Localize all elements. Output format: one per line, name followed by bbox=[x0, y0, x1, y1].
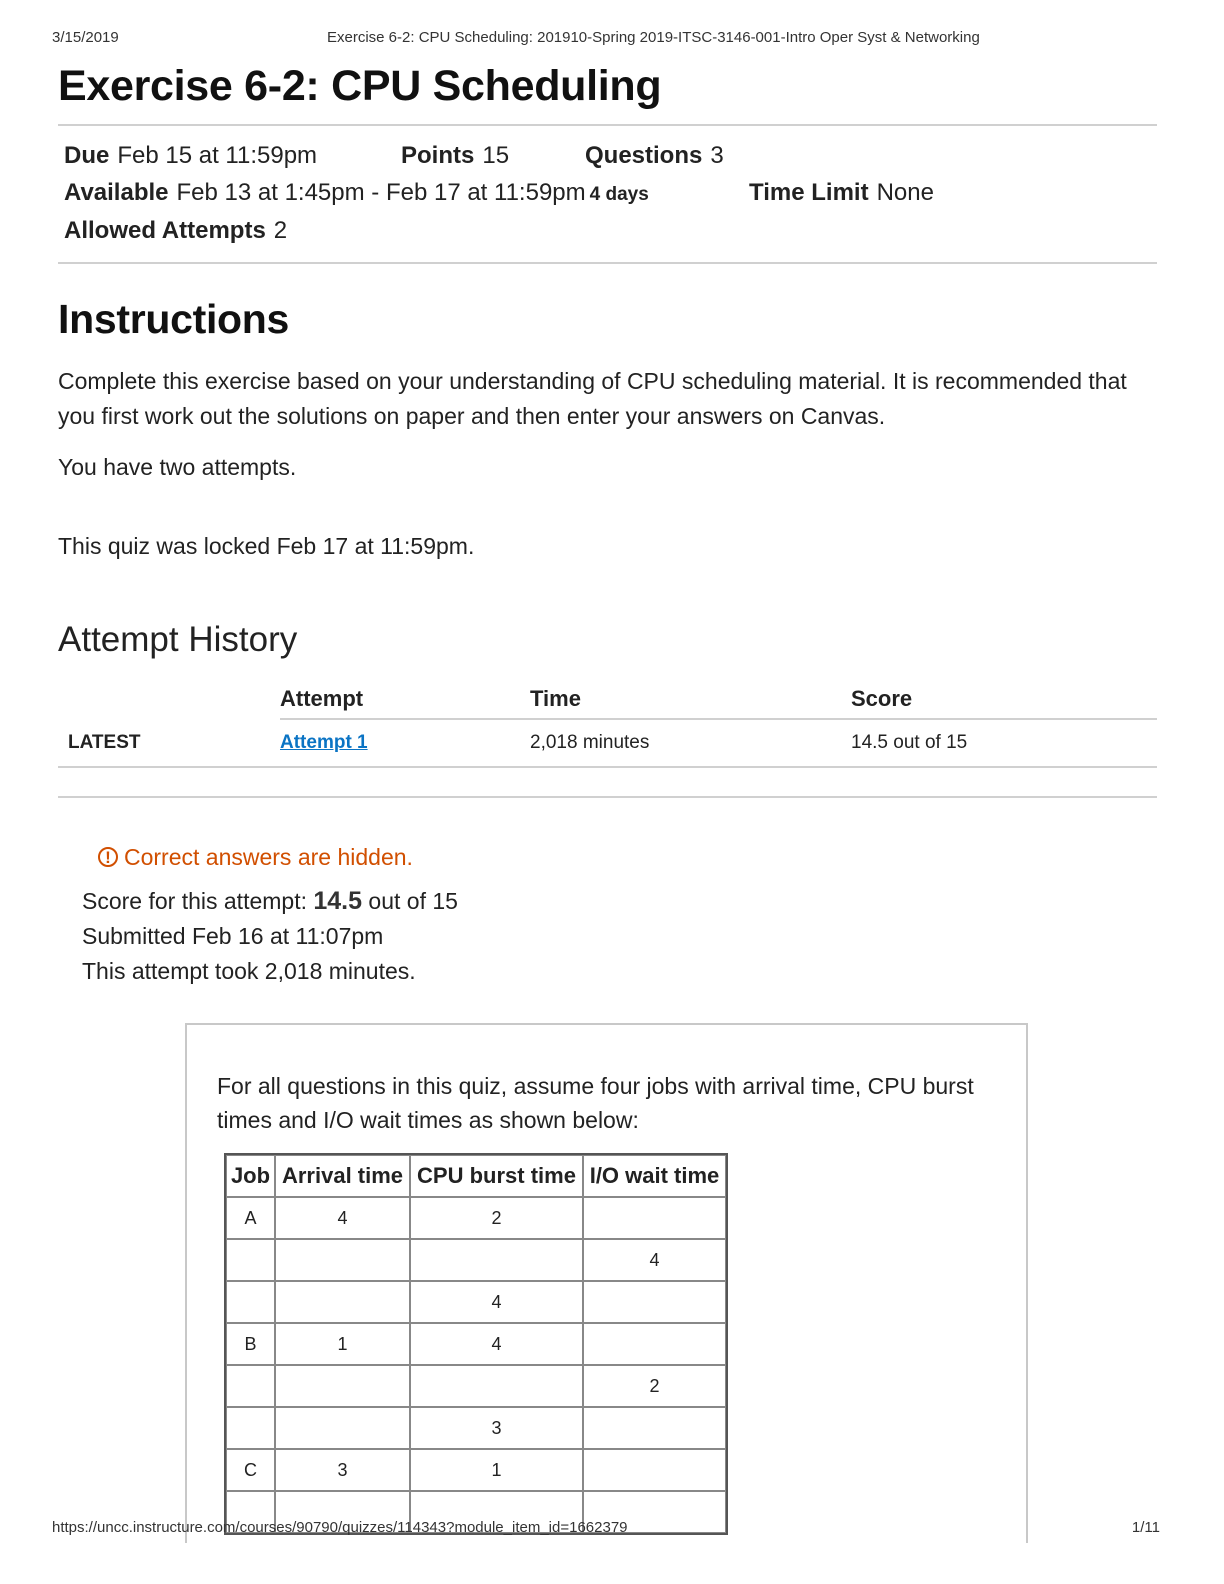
arrival-cell: 3 bbox=[275, 1449, 410, 1491]
meta-points bbox=[401, 142, 509, 170]
io-wait-cell bbox=[583, 1449, 726, 1491]
points-label: Points bbox=[401, 142, 475, 169]
instructions-attempts-note: You have two attempts. bbox=[58, 454, 297, 480]
column-header-cpu-burst-time: CPU burst time bbox=[410, 1155, 583, 1197]
io-wait-cell bbox=[583, 1281, 726, 1323]
meta-available bbox=[64, 179, 649, 207]
instructions-heading: Instructions bbox=[58, 296, 290, 342]
attempt-summary bbox=[82, 884, 1157, 989]
meta-due bbox=[64, 142, 317, 170]
available-value: Feb 13 at 1:45pm - Feb 17 at 11:59pm bbox=[176, 179, 586, 206]
instructions-paragraph: Complete this exercise based on your understanding of CPU scheduling material. It is recommended that you first work out the solutions on paper and then enter your answers on Canvas. bbox=[58, 368, 1127, 429]
questions-value: 3 bbox=[710, 142, 724, 169]
locked-notice: This quiz was locked Feb 17 at 11:59pm. bbox=[58, 533, 475, 559]
page-number: 1/11 bbox=[1131, 1519, 1160, 1536]
arrival-cell bbox=[275, 1407, 410, 1449]
time-limit-label: Time Limit bbox=[749, 179, 869, 206]
due-value: Feb 15 at 11:59pm bbox=[117, 142, 318, 169]
table-row bbox=[226, 1323, 726, 1365]
io-wait-cell bbox=[583, 1407, 726, 1449]
question-text: For all questions in this quiz, assume four jobs with arrival time, CPU burst times and I/O wait times as shown below: bbox=[217, 1073, 974, 1133]
job-cell bbox=[226, 1365, 275, 1407]
io-wait-cell: 4 bbox=[583, 1239, 726, 1281]
due-label: Due bbox=[64, 142, 110, 169]
points-value: 15 bbox=[482, 142, 510, 169]
answers-hidden-text: Correct answers are hidden. bbox=[124, 843, 413, 870]
table-row bbox=[226, 1449, 726, 1491]
available-label: Available bbox=[64, 179, 169, 206]
cpu-burst-cell bbox=[410, 1239, 583, 1281]
duration-line: This attempt took 2,018 minutes. bbox=[82, 958, 416, 984]
job-cell: B bbox=[226, 1323, 275, 1365]
warning-icon: ! bbox=[98, 847, 118, 867]
time-cell: 2,018 minutes bbox=[530, 719, 851, 767]
print-url: https://uncc.instructure.com/courses/90790/quizzes/114343?module_item_id=1662379 bbox=[52, 1519, 628, 1536]
score-prefix: Score for this attempt: bbox=[82, 888, 314, 914]
job-cell bbox=[226, 1239, 275, 1281]
table-header-row bbox=[58, 680, 1157, 719]
job-cell bbox=[226, 1407, 275, 1449]
quiz-meta bbox=[58, 126, 1157, 262]
quiz-content bbox=[58, 58, 1157, 989]
column-header-attempt: Attempt bbox=[280, 680, 530, 719]
divider bbox=[58, 262, 1157, 264]
cpu-burst-cell: 3 bbox=[410, 1407, 583, 1449]
submitted-line: Submitted Feb 16 at 11:07pm bbox=[82, 923, 384, 949]
job-cell: A bbox=[226, 1197, 275, 1239]
column-header-score: Score bbox=[851, 680, 1157, 719]
attempt-history-heading: Attempt History bbox=[58, 620, 298, 659]
page-title: Exercise 6-2: CPU Scheduling bbox=[58, 62, 662, 110]
score-suffix: out of 15 bbox=[362, 888, 458, 914]
cpu-burst-cell: 2 bbox=[410, 1197, 583, 1239]
meta-time-limit bbox=[749, 179, 934, 207]
attempt-cell bbox=[280, 719, 530, 767]
column-header-job: Job bbox=[226, 1155, 275, 1197]
cpu-burst-cell bbox=[410, 1365, 583, 1407]
table-row bbox=[226, 1197, 726, 1239]
job-cell: C bbox=[226, 1449, 275, 1491]
arrival-cell bbox=[275, 1239, 410, 1281]
cpu-burst-cell: 4 bbox=[410, 1323, 583, 1365]
table-row bbox=[58, 719, 1157, 767]
questions-label: Questions bbox=[585, 142, 703, 169]
table-row bbox=[226, 1281, 726, 1323]
arrival-cell: 1 bbox=[275, 1323, 410, 1365]
table-row bbox=[226, 1365, 726, 1407]
meta-allowed-attempts bbox=[64, 217, 287, 245]
score-line bbox=[82, 884, 1157, 919]
divider bbox=[58, 796, 1157, 798]
cpu-burst-cell: 4 bbox=[410, 1281, 583, 1323]
score-value: 14.5 bbox=[313, 887, 363, 915]
question-box bbox=[185, 1023, 1028, 1543]
available-duration: 4 days bbox=[589, 184, 649, 205]
print-document-title: Exercise 6-2: CPU Scheduling: 201910-Spring 2019-ITSC-3146-001-Intro Oper Syst & Networking bbox=[327, 29, 980, 46]
print-header bbox=[52, 29, 1172, 49]
latest-label: LATEST bbox=[58, 719, 280, 767]
job-cell bbox=[226, 1281, 275, 1323]
jobs-header-row bbox=[226, 1155, 726, 1197]
jobs-table bbox=[224, 1153, 728, 1535]
column-header-arrival-time: Arrival time bbox=[275, 1155, 410, 1197]
cpu-burst-cell: 1 bbox=[410, 1449, 583, 1491]
print-footer bbox=[52, 1519, 1160, 1539]
column-header-blank bbox=[58, 680, 280, 719]
attempt-1-link[interactable]: Attempt 1 bbox=[280, 732, 368, 753]
arrival-cell bbox=[275, 1281, 410, 1323]
io-wait-cell bbox=[583, 1323, 726, 1365]
column-header-time: Time bbox=[530, 680, 851, 719]
print-date: 3/15/2019 bbox=[52, 29, 119, 46]
io-wait-cell bbox=[583, 1197, 726, 1239]
arrival-cell bbox=[275, 1365, 410, 1407]
io-wait-cell: 2 bbox=[583, 1365, 726, 1407]
table-row bbox=[226, 1239, 726, 1281]
column-header-io-wait-time: I/O wait time bbox=[583, 1155, 726, 1197]
answers-hidden-notice bbox=[98, 842, 1157, 872]
arrival-cell: 4 bbox=[275, 1197, 410, 1239]
meta-questions bbox=[585, 142, 724, 170]
table-row bbox=[226, 1407, 726, 1449]
allowed-attempts-value: 2 bbox=[273, 217, 288, 244]
allowed-attempts-label: Allowed Attempts bbox=[64, 217, 266, 244]
attempt-history-table bbox=[58, 680, 1157, 768]
time-limit-value: None bbox=[876, 179, 934, 206]
score-cell: 14.5 out of 15 bbox=[851, 719, 1157, 767]
